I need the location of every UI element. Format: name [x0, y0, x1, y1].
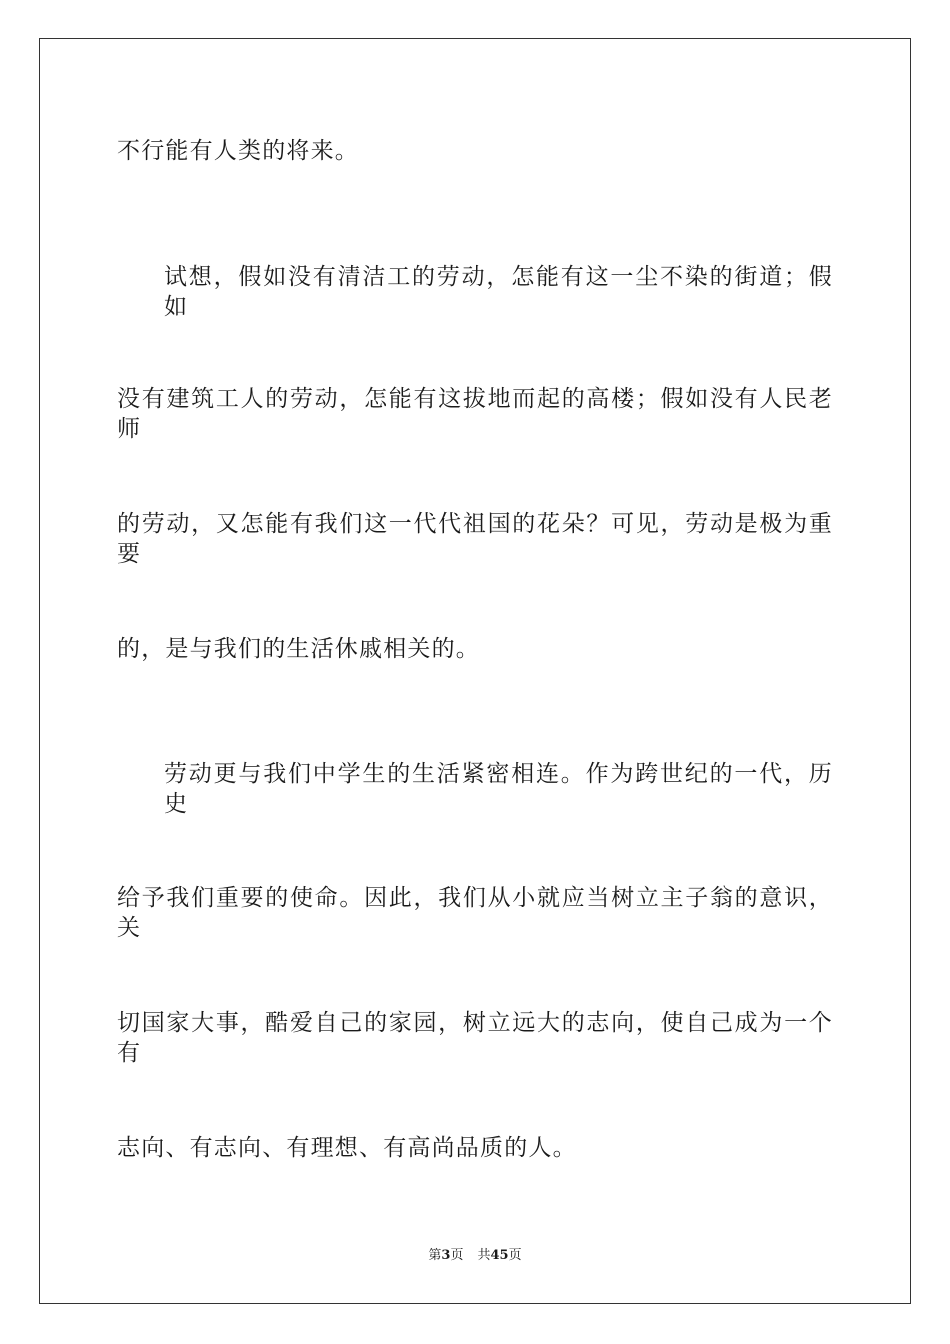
text-line-6: 劳动更与我们中学生的生活紧密相连。作为跨世纪的一代，历史: [164, 761, 833, 817]
page-footer: [0, 1248, 950, 1264]
text-line-1: 不行能有人类的将来。: [117, 138, 359, 164]
text-line-3: 没有建筑工人的劳动，怎能有这拔地而起的高楼；假如没有人民老师: [117, 386, 833, 442]
text-line-2: 试想，假如没有清洁工的劳动，怎能有这一尘不染的街道；假如: [164, 264, 833, 320]
text-line-9: 志向、有志向、有理想、有高尚品质的人。: [117, 1135, 577, 1161]
page-prefix: 第: [428, 1248, 442, 1263]
total-suffix: 页: [508, 1248, 522, 1263]
text-line-7: 给予我们重要的使命。因此，我们从小就应当树立主子翁的意识，关: [117, 885, 833, 941]
text-line-5: 的，是与我们的生活休戚相关的。: [117, 636, 480, 662]
text-line-4: 的劳动，又怎能有我们这一代代祖国的花朵？可见，劳动是极为重要: [117, 511, 833, 567]
total-prefix: 共: [477, 1248, 491, 1263]
page-number: 3: [441, 1248, 451, 1263]
page-suffix: 页: [450, 1248, 464, 1263]
page-border: [39, 38, 911, 1304]
text-line-8: 切国家大事，酷爱自己的家园，树立远大的志向，使自己成为一个有: [117, 1010, 833, 1066]
total-pages: 45: [490, 1248, 509, 1263]
